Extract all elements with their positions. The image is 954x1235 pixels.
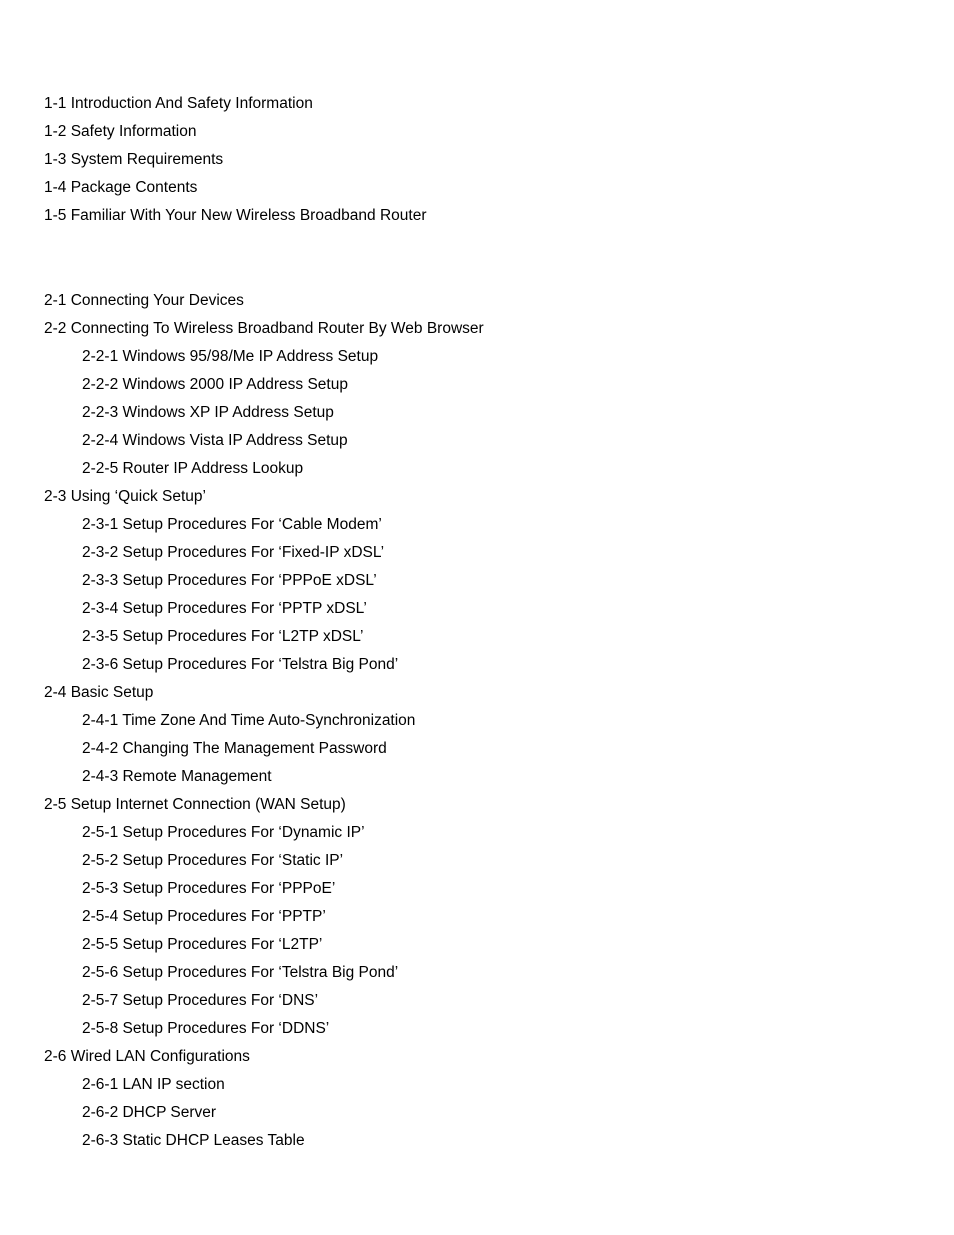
toc-entry: 2-6 Wired LAN Configurations	[44, 1048, 250, 1065]
toc-entry: 2-2-1 Windows 95/98/Me IP Address Setup	[82, 348, 379, 365]
toc-entry: 2-4-2 Changing The Management Password	[82, 740, 387, 757]
toc-entry: 2-2-2 Windows 2000 IP Address Setup	[82, 376, 348, 393]
toc-entry: 2-4-1 Time Zone And Time Auto-Synchronization	[82, 712, 416, 729]
toc-entry: 2-2-4 Windows Vista IP Address Setup	[82, 432, 348, 449]
toc-entry: 2-3-3 Setup Procedures For ‘PPPoE xDSL’	[82, 572, 377, 589]
toc-entry: 2-3-5 Setup Procedures For ‘L2TP xDSL’	[82, 628, 364, 645]
toc-entry: 2-3 Using ‘Quick Setup’	[44, 488, 206, 505]
toc-entry: 2-4 Basic Setup	[44, 684, 154, 701]
toc-entry: 1-3 System Requirements	[44, 151, 224, 168]
toc-entry: 2-6-2 DHCP Server	[82, 1104, 217, 1121]
toc-entry: 1-1 Introduction And Safety Information	[44, 95, 313, 112]
toc-entry: 2-5-8 Setup Procedures For ‘DDNS’	[82, 1020, 330, 1037]
toc-entry: 2-5 Setup Internet Connection (WAN Setup)	[44, 796, 346, 813]
toc-entry: 2-2-5 Router IP Address Lookup	[82, 460, 304, 477]
toc-entry: 2-5-3 Setup Procedures For ‘PPPoE’	[82, 880, 336, 897]
toc-entry: 2-2 Connecting To Wireless Broadband Router By Web Browser	[44, 320, 484, 337]
toc-entry: 2-5-4 Setup Procedures For ‘PPTP’	[82, 908, 326, 925]
toc-section-chapter-1	[0, 90, 954, 230]
toc-entry: 2-3-6 Setup Procedures For ‘Telstra Big Pond’	[82, 656, 399, 673]
toc-entry: 2-3-1 Setup Procedures For ‘Cable Modem’	[82, 516, 382, 533]
toc-entry: 2-3-4 Setup Procedures For ‘PPTP xDSL’	[82, 600, 367, 617]
toc-entry: 2-6-3 Static DHCP Leases Table	[82, 1132, 305, 1149]
toc-entry: 2-4-3 Remote Management	[82, 768, 272, 785]
toc-entry: 2-1 Connecting Your Devices	[44, 292, 244, 309]
toc-entry: 1-4 Package Contents	[44, 179, 198, 196]
toc-entry: 2-5-5 Setup Procedures For ‘L2TP’	[82, 936, 323, 953]
toc-entry: 2-5-1 Setup Procedures For ‘Dynamic IP’	[82, 824, 365, 841]
toc-entry: 2-2-3 Windows XP IP Address Setup	[82, 404, 334, 421]
toc-entry: 2-5-7 Setup Procedures For ‘DNS’	[82, 992, 319, 1009]
toc-entry: 1-5 Familiar With Your New Wireless Broadband Router	[44, 207, 427, 224]
toc-section-chapter-2	[0, 287, 954, 1155]
toc-entry: 2-3-2 Setup Procedures For ‘Fixed-IP xDSL’	[82, 544, 385, 561]
toc-entry: 2-6-1 LAN IP section	[82, 1076, 225, 1093]
toc-entry: 1-2 Safety Information	[44, 123, 197, 140]
toc-entry: 2-5-2 Setup Procedures For ‘Static IP’	[82, 852, 344, 869]
toc-entry: 2-5-6 Setup Procedures For ‘Telstra Big Pond’	[82, 964, 399, 981]
